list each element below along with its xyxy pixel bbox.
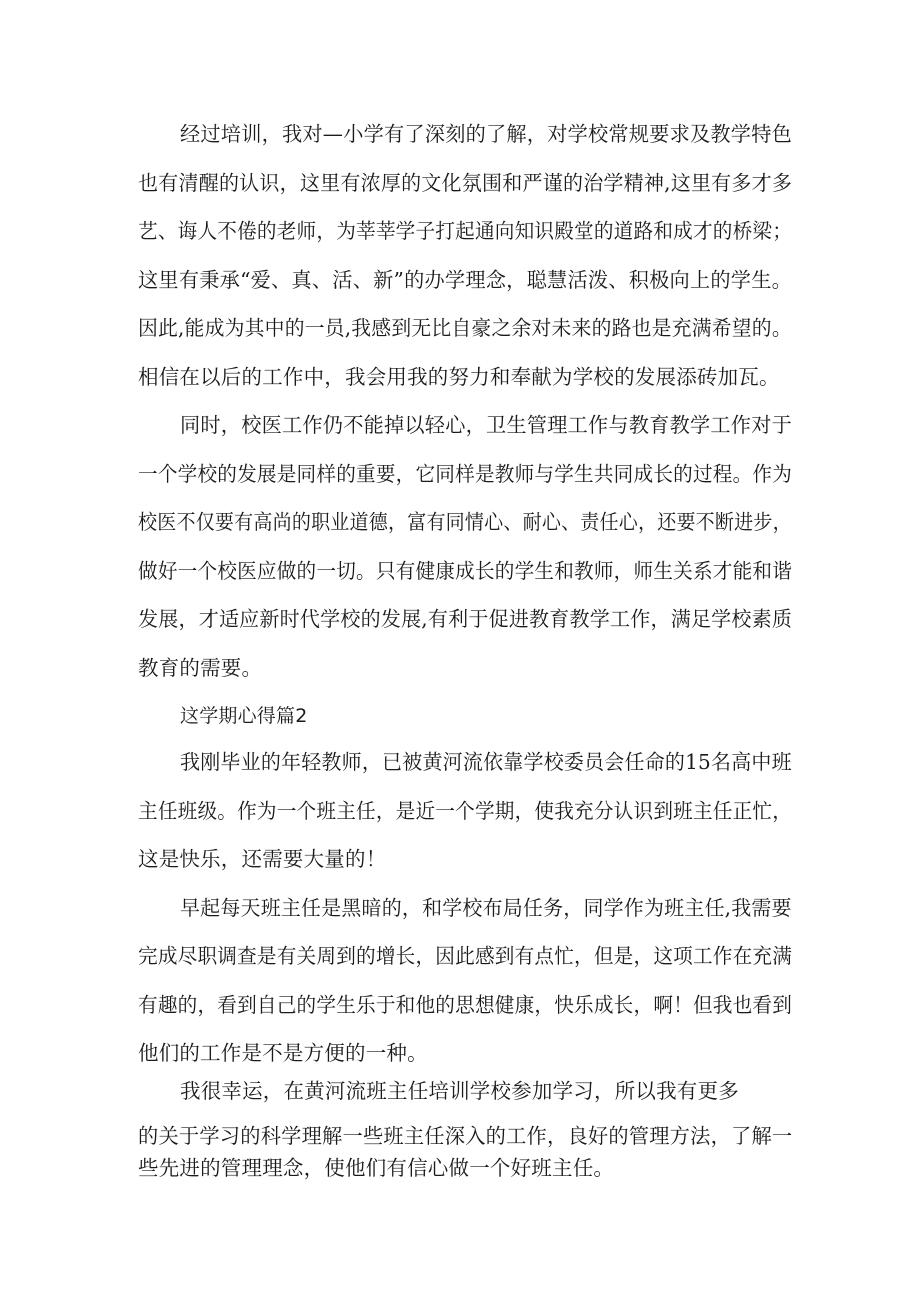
text-line: 我很幸运，在黄河流班主任培训学校参加学习，所以我有更多 bbox=[180, 1079, 739, 1103]
text-line: 这里有秉承“爱、真、活、新”的办学理念，聪慧活泼、积极向上的学生。 bbox=[138, 268, 793, 292]
text-line: 发展，才适应新时代学校的发展,有利于促进教育教学工作，满足学校素质 bbox=[138, 607, 793, 631]
text-line: 些先进的管理理念，使他们有信心做一个好班主任。 bbox=[138, 1156, 615, 1180]
text-line: 也有清醒的认识，这里有浓厚的文化氛围和严谨的治学精神,这里有多才多 bbox=[138, 171, 793, 195]
text-line: 早起每天班主任是黑暗的，和学校布局任务，同学作为班主任,我需要 bbox=[180, 896, 792, 920]
text-line: 经过培训，我对—小学有了深刻的了解，对学校常规要求及教学特色 bbox=[180, 122, 792, 146]
section-heading: 这学期心得篇2 bbox=[180, 705, 308, 727]
text-line: 这是快乐，还需要大量的！ bbox=[138, 847, 387, 871]
text-line: 我刚毕业的年轻教师，已被黄河流依靠学校委员会任命的15名高中班 bbox=[180, 750, 792, 774]
text-line: 相信在以后的工作中，我会用我的努力和奉献为学校的发展添砖加瓦。 bbox=[138, 365, 780, 389]
text-line: 的关于学习的科学理解一些班主任深入的工作，良好的管理方法，了解一 bbox=[138, 1124, 793, 1148]
text-line: 主任班级。作为一个班主任，是近一个学期，使我充分认识到班主任正忙， bbox=[138, 799, 793, 823]
text-line: 完成尽职调查是有关周到的增长，因此感到有点忙，但是，这项工作在充满 bbox=[138, 944, 793, 968]
text-line: 校医不仅要有高尚的职业道德，富有同情心、耐心、责任心，还要不断进步， bbox=[138, 510, 792, 534]
text-line: 因此,能成为其中的一员,我感到无比自豪之余对未来的路也是充满希望的。 bbox=[138, 316, 792, 340]
text-line: 做好一个校医应做的一切。只有健康成长的学生和教师，师生关系才能和谐 bbox=[138, 559, 793, 583]
text-line: 同时，校医工作仍不能掉以轻心，卫生管理工作与教育教学工作对于 bbox=[180, 413, 792, 437]
text-line: 艺、诲人不倦的老师，为莘莘学子打起通向知识殿堂的道路和成才的桥梁； bbox=[138, 219, 793, 243]
text-line: 有趣的，看到自己的学生乐于和他的思想健康，快乐成长，啊！但我也看到 bbox=[138, 993, 793, 1017]
text-line: 他们的工作是不是方便的一种。 bbox=[138, 1041, 428, 1065]
text-line: 一个学校的发展是同样的重要，它同样是教师与学生共同成长的过程。作为 bbox=[138, 462, 793, 486]
text-line: 教育的需要。 bbox=[138, 656, 263, 680]
